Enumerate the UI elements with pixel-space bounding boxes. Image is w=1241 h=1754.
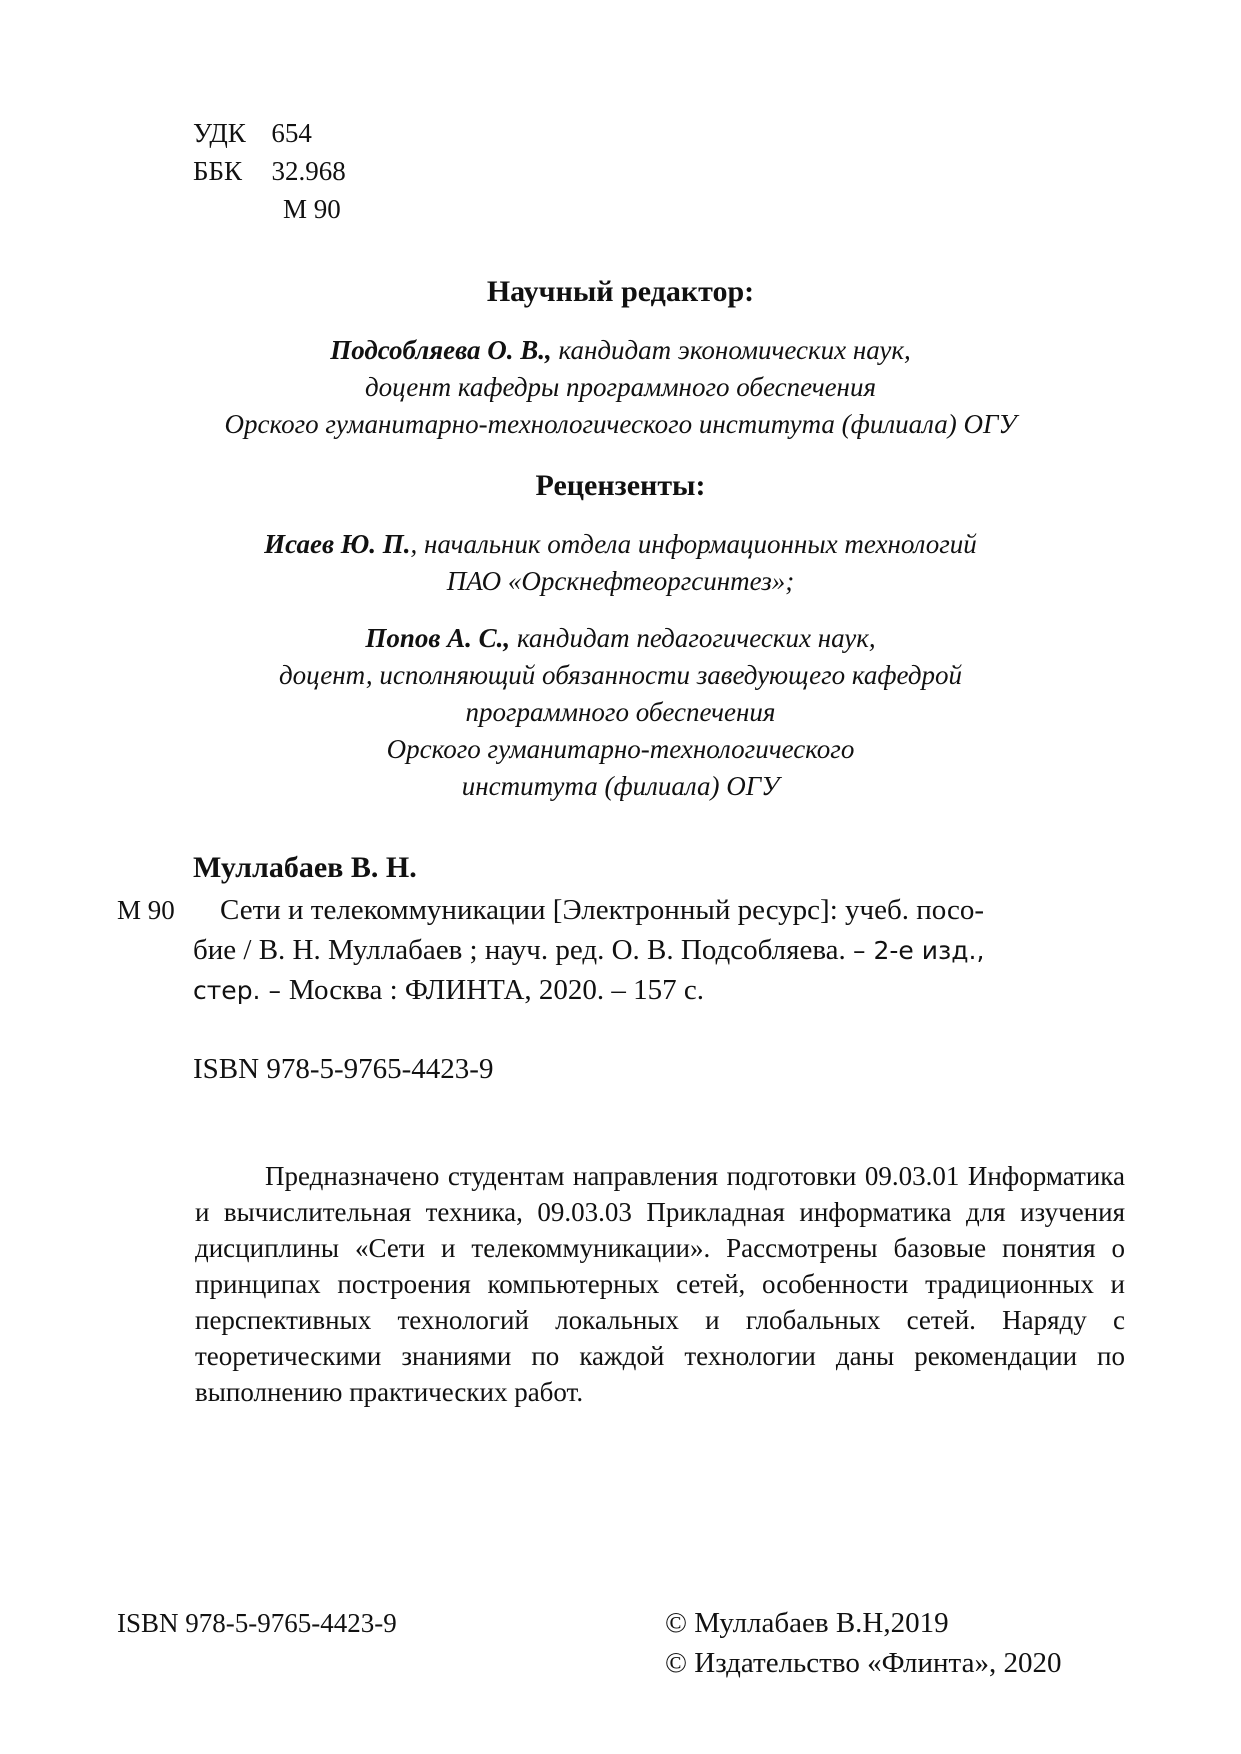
bib-line-1: Сети и телекоммуникации [Электронный ресурс]: учеб. посо-: [220, 894, 984, 926]
reviewer-1-line-2: ПАО «Орскнефтеоргсинтез»;: [446, 566, 795, 596]
bib-author-heading: Муллабаев В. Н.: [193, 851, 417, 884]
udk-value: 654: [271, 118, 312, 148]
editor-heading: Научный редактор:: [486, 275, 755, 308]
bbk-value: 32.968: [271, 156, 346, 186]
reviewer-1-name: Исаев Ю. П.: [264, 529, 411, 559]
footer-copyright-author: © Муллабаев В.Н,2019: [665, 1607, 949, 1639]
reviewers-heading: Рецензенты:: [535, 469, 706, 502]
editor-line-2: доцент кафедры программного обеспечения: [364, 372, 877, 402]
bbk-label: ББК: [193, 156, 243, 186]
editor-degree: кандидат экономических наук,: [551, 335, 911, 365]
reviewer-2-line-2: доцент, исполняющий обязанности заведующего кафедрой: [278, 660, 963, 690]
bib-edition-cont: стер. –: [193, 976, 289, 1005]
reviewer-2-line-1: [0, 620, 1241, 657]
bib-isbn: ISBN 978-5-9765-4423-9: [193, 1053, 494, 1085]
reviewer-2-name: Попов А. С.,: [365, 623, 511, 653]
bib-line-3: [193, 970, 704, 1011]
bib-line-2: [193, 930, 984, 971]
reviewer-2-line-4: Орского гуманитарно-технологического: [386, 734, 855, 764]
udk-line: [193, 114, 312, 152]
editor-line-1: [0, 332, 1241, 369]
annotation-text: Предназначено студентам направления подготовки 09.03.01 Информатика и вычислительная техника, 09.03.03 Прикладная информатика для изучения дисциплины «Сети и телекоммуникации». Рассмотрены базовые понятия о принципах построения компьютерных сетей, особенности традиционных и перспективных технологий локальных и глобальных сетей. Наряду с теоретическими знаниями по каждой технологии даны рекомендации по выполнению практических работ.: [195, 1161, 1125, 1407]
editor-line-3: Орского гуманитарно-технологического института (филиала) ОГУ: [224, 409, 1017, 439]
bbk-line: [193, 152, 346, 190]
bib-imprint: Москва : ФЛИНТА, 2020. – 157 с.: [288, 974, 705, 1006]
udk-label: УДК: [193, 118, 246, 148]
author-mark: М 90: [283, 194, 341, 224]
reviewer-1-position: , начальник отдела информационных технологий: [410, 529, 977, 559]
bib-line-2-main: бие / В. Н. Муллабаев ; науч. ред. О. В. Подсобляева.: [193, 934, 854, 966]
reviewer-2-line-5: института (филиала) ОГУ: [461, 771, 780, 801]
reviewer-2-line-3: программного обеспечения: [465, 697, 776, 727]
annotation: [195, 1158, 1125, 1410]
footer-isbn: ISBN 978-5-9765-4423-9: [117, 1608, 397, 1638]
bib-mark: М 90: [117, 895, 175, 925]
reviewer-2-degree: кандидат педагогических наук,: [510, 623, 876, 653]
editor-name: Подсобляева О. В.,: [330, 335, 552, 365]
footer-copyright-publisher: © Издательство «Флинта», 2020: [665, 1647, 1062, 1679]
bib-edition: – 2-е изд.,: [853, 936, 985, 965]
reviewer-1-line-1: [0, 526, 1241, 563]
